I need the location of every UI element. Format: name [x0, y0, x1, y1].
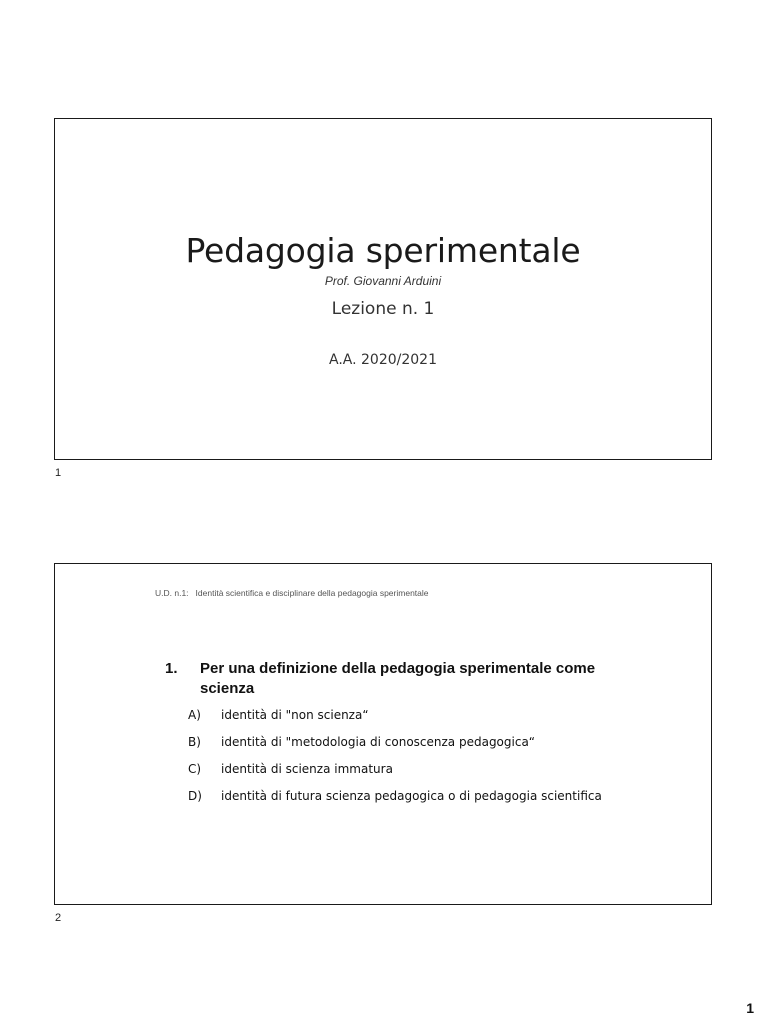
slide-heading-text: Per una definizione della pedagogia sperimentale come scienza: [200, 660, 596, 697]
list-item: [188, 759, 608, 779]
list-item: [188, 705, 608, 725]
list-item: [188, 732, 608, 752]
list-item-text: identità di futura scienza pedagogica o di pedagogia scientifica: [221, 789, 602, 803]
list-item-text: identità di "metodologia di conoscenza pedagogica“: [221, 735, 536, 749]
page-number: 1: [746, 1000, 754, 1016]
slide-heading-number: 1.: [165, 660, 178, 677]
slide-heading: [165, 659, 625, 699]
list-item-text: identità di scienza immatura: [221, 762, 393, 776]
slide-header-unit: U.D. n.1:: [155, 588, 189, 598]
list-item: [188, 786, 608, 806]
list-item-text: identità di "non scienza“: [221, 708, 369, 722]
list-item-label: C): [188, 762, 202, 776]
slide-title: Pedagogia sperimentale: [185, 231, 581, 270]
slide-1: [54, 118, 712, 460]
slide-academic-year: A.A. 2020/2021: [329, 352, 437, 368]
slide-author: Prof. Giovanni Arduini: [324, 274, 442, 288]
slide-lesson: Lezione n. 1: [331, 299, 435, 319]
slide-header-title: Identità scientifica e disciplinare della pedagogia sperimentale: [195, 588, 429, 598]
list-item-label: D): [188, 789, 202, 803]
slide-list: [188, 705, 608, 813]
list-item-label: A): [188, 708, 201, 722]
slide-2: [54, 563, 712, 905]
slide-header: [155, 588, 429, 598]
slide-number-1: 1: [55, 467, 62, 479]
list-item-label: B): [188, 735, 201, 749]
slide-number-2: 2: [55, 912, 62, 924]
